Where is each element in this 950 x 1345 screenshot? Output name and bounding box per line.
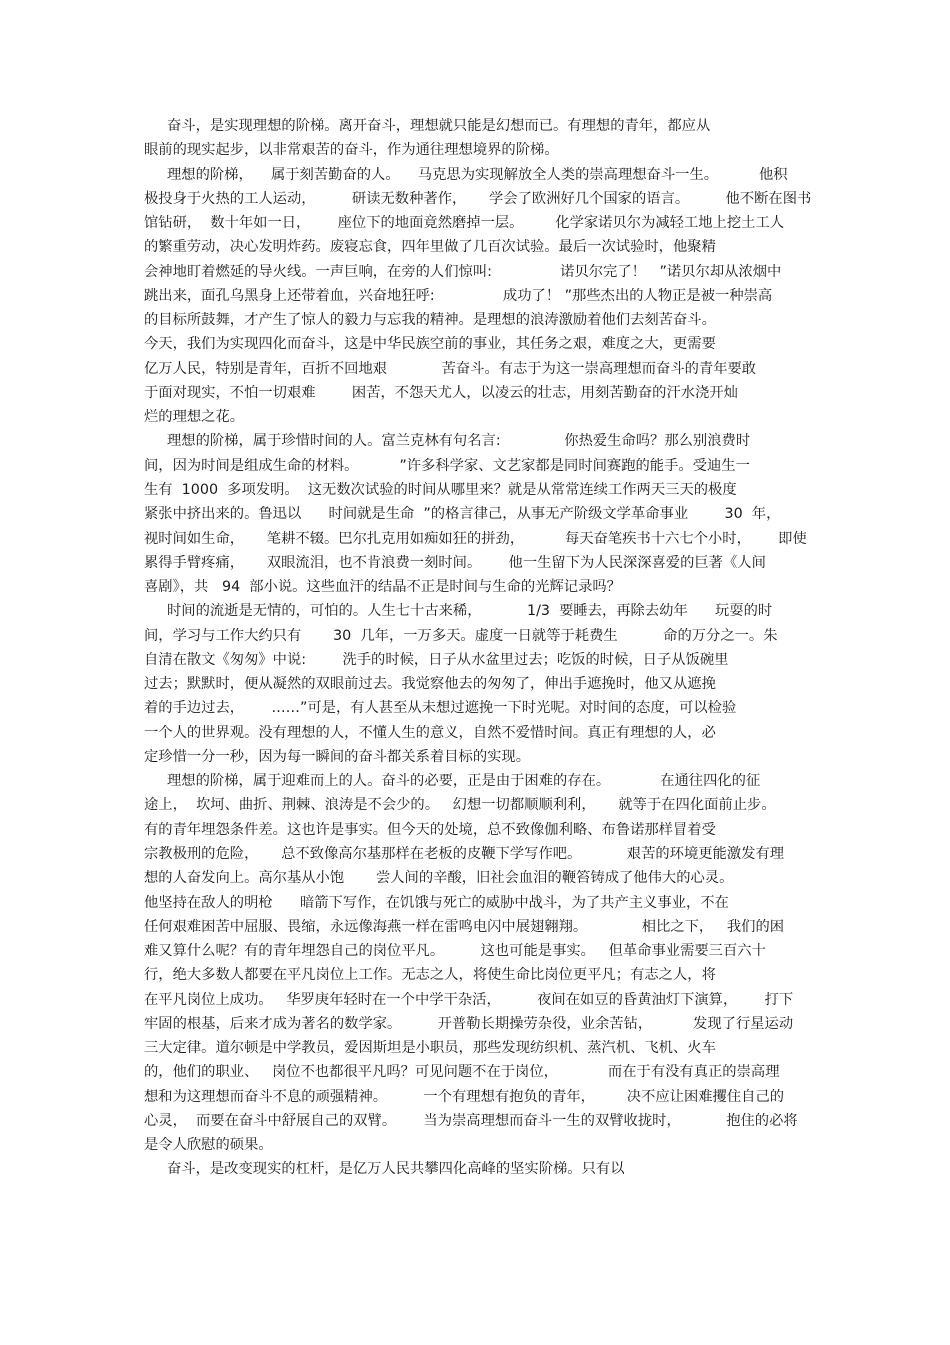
paragraph-line: 烂的理想之花。: [144, 409, 245, 426]
paragraph-line: 牢固的根基，后来才成为著名的数学家。 开普勒长期操劳杂役，业余苦钻， 发现了行星运动: [144, 1015, 794, 1032]
paragraph-line: 喜剧》，共 94 部小说。这些血汗的结晶不正是时间与生命的光辉记录吗？: [144, 579, 621, 596]
paragraph-line: 宗教极刑的危险， 总不致像高尔基那样在老板的皮鞭下学写作吧。 艰苦的环境更能激发有理: [144, 845, 785, 862]
paragraph-line: 的，他们的职业、 岗位不也都很平凡吗？可见问题不在于岗位， 而在于有没有真正的崇高理: [144, 1064, 780, 1081]
paragraph-line: 的繁重劳动，决心发明炸药。废寝忘食，四年里做了几百次试验。最后一次试验时，他聚精: [144, 239, 716, 256]
paragraph-line: 生有 1000 多项发明。 这无数次试验的时间从哪里来？就是从常常连续工作两天三天的极度: [144, 481, 737, 498]
paragraph-line: 累得手臂疼痛， 双眼流泪，也不肯浪费一刻时间。 他一生留下为人民深深喜爱的巨著《人间: [144, 554, 766, 571]
paragraph-line: 奋斗，是实现理想的阶梯。离开奋斗，理想就只能是幻想而已。有理想的青年，都应从: [167, 118, 711, 134]
paragraph-line: 于面对现实，不怕一切艰难 困苦，不怨天尤人，以凌云的壮志，用刻苦勤奋的汗水浇开灿: [144, 384, 738, 401]
paragraph-line: 想和为这理想而奋斗不息的顽强精神。 一个有理想有抱负的青年， 决不应让困难攫住自己的: [144, 1088, 785, 1105]
paragraph-line: 的目标所鼓舞，才产生了惊人的毅力与忘我的精神。是理想的浪涛激励着他们去刻苦奋斗。: [144, 312, 716, 329]
document-body: [144, 114, 814, 1182]
paragraph-line: 行，绝大多数人都要在平凡岗位上工作。无志之人，将使生命比岗位更平凡；有志之人，将: [144, 967, 716, 984]
paragraph-line: 任何艰难困苦中屈服、畏缩，永远像海燕一样在雷鸣电闪中展翅翱翔。 相比之下， 我们的困: [144, 918, 785, 935]
paragraph-line: 会神地盯着燃延的导火线。一声巨响，在旁的人们惊叫: 诺贝尔完了！ ”诺贝尔却从浓烟中: [144, 263, 782, 280]
paragraph-line: 理想的阶梯，属于迎难而上的人。奋斗的必要，正是由于困难的存在。 在通往四化的征: [167, 773, 761, 790]
paragraph-line: 间，因为时间是组成生命的材料。 ”许多科学家、文艺家都是同时间赛跑的能手。受迪生一: [144, 457, 750, 474]
paragraph-line: 理想的阶梯， 属于刻苦勤奋的人。 马克思为实现解放全人类的崇高理想奋斗一生。 他积: [167, 166, 788, 183]
paragraph-line: 他坚持在敌人的明枪 暗箭下写作，在饥饿与死亡的威胁中战斗，为了共产主义事业，不在: [144, 894, 729, 911]
paragraph-line: 间，学习与工作大约只有 30 几年，一万多天。虚度一日就等于耗费生 命的万分之一。朱: [144, 627, 778, 644]
paragraph-line: 定珍惜一分一秒，因为每一瞬间的奋斗都关系着目标的实现。: [144, 748, 531, 765]
paragraph-line: 自清在散文《匆匆》中说: 洗手的时候，日子从水盆里过去；吃饭的时候，日子从饭碗里: [144, 651, 729, 668]
paragraph-line: 极投身于火热的工人运动， 研读无数种著作， 学会了欧洲好几个国家的语言。 他不断在图书: [144, 190, 812, 207]
paragraph-line: 时间的流逝是无情的，可怕的。人生七十古来稀， 1/3 要睡去，再除去幼年 玩耍的时: [167, 603, 773, 620]
paragraph-line: 心灵， 而要在奋斗中舒展自己的双臂。 当为崇高理想而奋斗一生的双臂收拢时， 抱住的必将: [144, 1112, 798, 1129]
paragraph-line: 一个人的世界观。没有理想的人，不懂人生的意义，自然不爱惜时间。真正有理想的人，必: [144, 724, 716, 741]
paragraph-line: 亿万人民，特别是青年，百折不回地艰 苦奋斗。有志于为这一崇高理想而奋斗的青年要敢: [144, 360, 757, 377]
paragraph-line: 视时间如生命， 笔耕不辍。巴尔扎克用如痴如狂的拼劲， 每天奋笔疾书十六七个小时， 即使: [144, 530, 807, 547]
paragraph-line: 想的人奋发向上。高尔基从小饱 尝人间的辛酸，旧社会血泪的鞭笞铸成了他伟大的心灵。: [144, 870, 734, 887]
paragraph-line: 过去；默默时，便从凝然的双眼前过去。我觉察他去的匆匆了，伸出手遮挽时，他又从遮挽: [144, 676, 716, 693]
paragraph-line: 眼前的现实起步，以非常艰苦的奋斗，作为通往理想境界的阶梯。: [144, 142, 559, 159]
paragraph-line: 是令人欣慰的硕果。: [144, 1137, 273, 1154]
paragraph-line: 馆钻研， 数十年如一日， 座位下的地面竟然磨掉一层。 化学家诺贝尔为减轻工地上挖土工人: [144, 215, 785, 232]
paragraph-line: 途上， 坎坷、曲折、荆棘、浪涛是不会少的。 幻想一切都顺顺利利， 就等于在四化面前止步。: [144, 797, 776, 814]
paragraph-line: 有的青年埋怨条件差。这也许是事实。但今天的处境，总不致像伽利略、布鲁诺那样冒着受: [144, 821, 716, 838]
paragraph-line: 理想的阶梯，属于珍惜时间的人。富兰克林有句名言: 你热爱生命吗？那么别浪费时: [167, 433, 751, 450]
paragraph-line: 难又算什么呢？有的青年埋怨自己的岗位平凡。 这也可能是事实。 但革命事业需要三百六十: [144, 943, 766, 960]
paragraph-line: 奋斗，是改变现实的杠杆，是亿万人民共攀四化高峰的坚实阶梯。只有以: [167, 1161, 625, 1178]
paragraph-line: 紧张中挤出来的。鲁迅以 时间就是生命 ”的格言律己，从事无产阶级文学革命事业 30 年，: [144, 506, 781, 523]
paragraph-line: 今天，我们为实现四化而奋斗，这是中华民族空前的事业，其任务之艰，难度之大，更需要: [144, 336, 716, 353]
paragraph-line: 三大定律。道尔顿是中学教员，爱因斯坦是小职员，那些发现纺织机、蒸汽机、飞机、火车: [144, 1040, 716, 1057]
paragraph-line: 跳出来，面孔乌黑身上还带着血，兴奋地狂呼: 成功了！ ”那些杰出的人物正是被一种崇高: [144, 287, 773, 304]
paragraph-line: 在平凡岗位上成功。 华罗庚年轻时在一个中学干杂活， 夜间在如豆的昏黄油灯下演算， 打下: [144, 991, 794, 1008]
paragraph-line: 着的手边过去， ……”可是，有人甚至从未想过遮挽一下时光呢。对时间的态度，可以检验: [144, 700, 737, 717]
